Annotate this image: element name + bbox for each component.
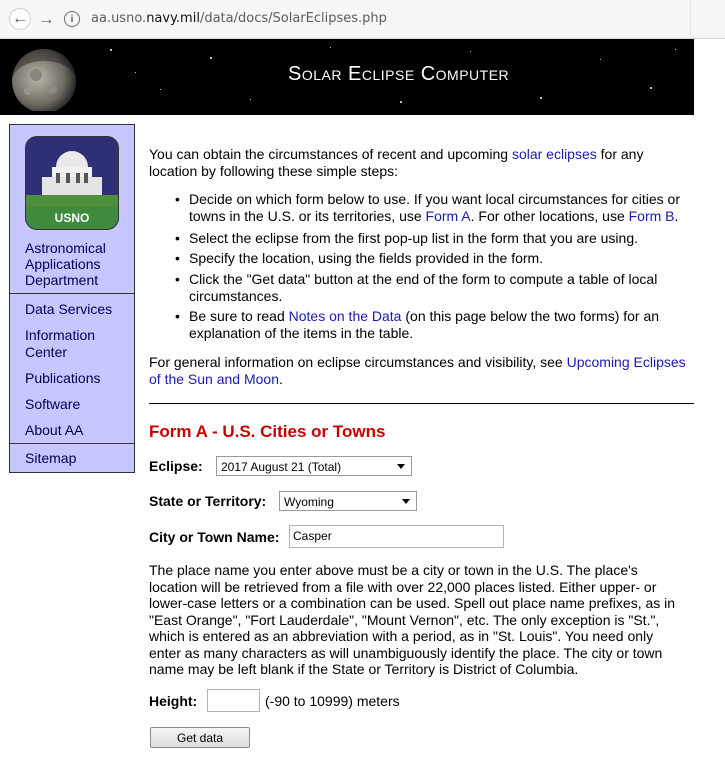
city-label: City or Town Name: [149,529,280,545]
city-instructions: The place name you enter above must be a city or town in the U.S. The place's location will be retrieved from a file with over 22,000 places listed. Either upper- or lower-case letters or a combination can be used. Spell out place name prefixes, as in "East Orange", "Fort Lauderdale", "Mount Vernon", etc. The only exception is "St.", which is entered as an abbreviation with a period, as in "St. Louis". You need only enter as many characters as will unambiguously identify the place. The city or town name may be left blank if the State or Territory is District of Columbia. [149,562,676,677]
form-a-link[interactable]: Form A [425,207,471,224]
logo-text: USNO [26,207,118,229]
eclipse-label: Eclipse: [149,458,203,474]
form-b-link[interactable]: Form B [628,207,675,224]
get-data-button[interactable]: Get data [150,727,250,748]
section-divider [149,403,694,404]
department-name[interactable]: Astronomical Applications Department [25,240,106,288]
sidebar-divider [10,443,134,444]
sidebar-item-about-aa[interactable]: About AA [25,422,84,438]
upcoming-eclipses-link-cont[interactable]: of the Sun and Moon [149,370,279,387]
city-input[interactable]: Casper [289,525,504,548]
toolbar-spacer [690,0,725,38]
usno-logo[interactable] [25,136,119,230]
address-bar[interactable]: aa.usno.navy.mil/data/docs/SolarEclipses.php [91,11,387,26]
eclipse-select[interactable]: 2017 August 21 (Total) [216,456,412,476]
intro-paragraph: You can obtain the circumstances of recent and upcoming solar eclipses for any location by following these simple steps: [149,146,644,179]
state-label: State or Territory: [149,493,267,509]
sidebar-item-information-center[interactable]: Information Center [25,327,96,360]
observatory-icon [26,137,118,207]
upcoming-eclipses-link[interactable]: Upcoming Eclipses [566,354,686,370]
form-a-heading: Form A - U.S. Cities or Towns [149,422,386,441]
step-item: • Decide on which form below to use. If you want local circumstances for cities or towns in the U.S. or its territories, use Form A. For other locations, use Form B. [189,191,680,224]
height-label: Height: [149,693,198,709]
solar-eclipses-link[interactable]: solar eclipses [511,146,597,162]
back-arrow-icon[interactable]: ← [9,8,31,30]
moon-icon [6,45,82,111]
height-range-note: (-90 to 10999) meters [265,693,400,709]
site-banner [0,39,694,115]
general-info-paragraph: For general information on eclipse circumstances and visibility, see Upcoming Eclipses of the Sun and Moon. [149,354,686,387]
info-icon[interactable]: i [64,11,80,27]
sidebar-item-sitemap[interactable]: Sitemap [25,450,77,466]
sidebar-item-publications[interactable]: Publications [25,370,101,386]
step-item: • Be sure to read Notes on the Data (on this page below the two forms) for an explanation of the items in the table. [189,308,659,341]
banner-title: Solar Eclipse Computer [288,63,510,85]
state-select[interactable]: Wyoming [279,491,417,511]
height-input[interactable] [207,689,260,712]
sidebar-divider [10,293,134,294]
sidebar-item-data-services[interactable]: Data Services [25,301,113,317]
sidebar [9,124,135,473]
sidebar-item-software[interactable]: Software [25,396,81,412]
step-item: • Click the "Get data" button at the end of the form to compute a table of local circumstances. [189,271,657,304]
forward-arrow-icon[interactable]: → [38,10,55,28]
browser-toolbar [0,0,725,39]
page-scrollbar-area [694,39,725,760]
notes-on-data-link[interactable]: Notes on the Data [288,308,402,324]
step-item: • Specify the location, using the fields provided in the form. [189,250,543,267]
step-item: • Select the eclipse from the first pop-up list in the form that you are using. [189,230,638,247]
